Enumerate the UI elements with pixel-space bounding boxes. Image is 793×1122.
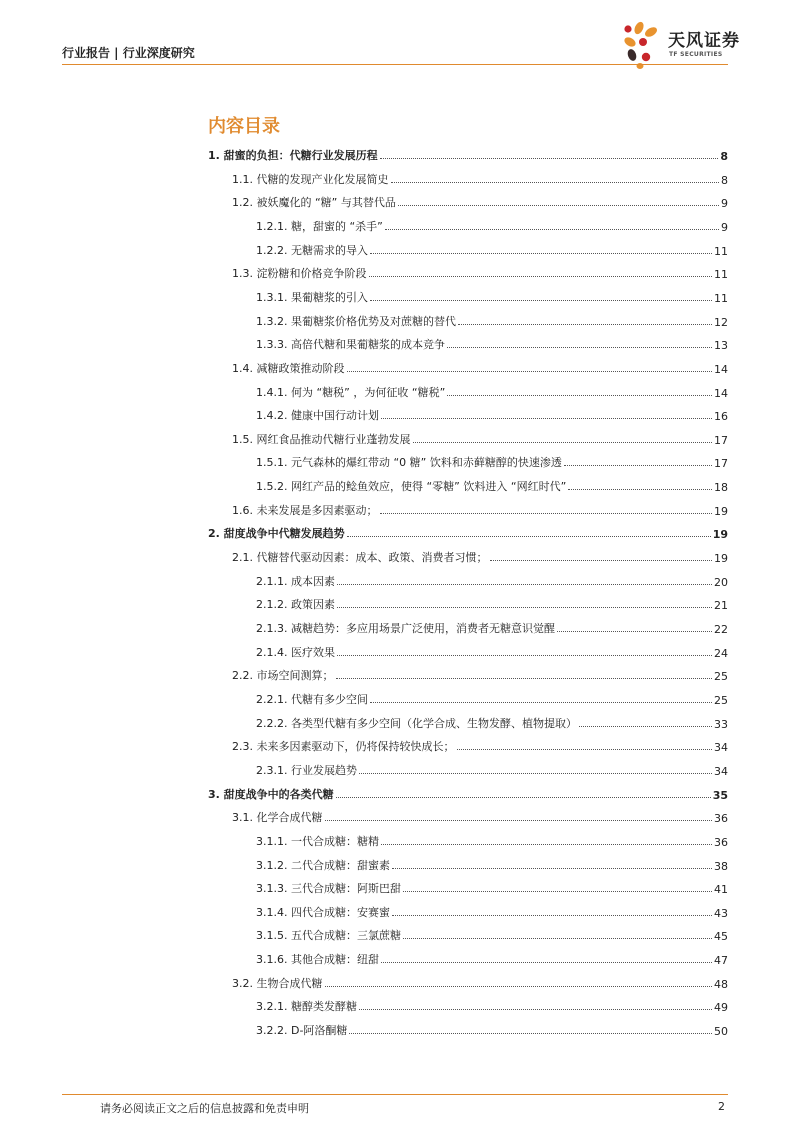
toc-entry-page: 11 <box>714 291 728 305</box>
toc-entry-page: 41 <box>714 883 728 897</box>
toc-entry-label: 2.3.1. 行业发展趋势 <box>256 763 357 777</box>
toc-entry-page: 13 <box>714 339 728 353</box>
toc-leader-dots <box>347 536 711 537</box>
toc-entry-label: 2.2. 市场空间测算； <box>232 669 334 683</box>
toc-entry[interactable] <box>256 285 728 305</box>
toc-leader-dots <box>369 276 713 277</box>
toc-entry[interactable] <box>232 427 728 447</box>
toc-entry-label: 1.3.1. 果葡糖浆的引入 <box>256 290 368 304</box>
toc-entry[interactable] <box>256 403 728 423</box>
toc-leader-dots <box>391 182 720 183</box>
toc-entry-page: 49 <box>714 1001 728 1015</box>
toc-entry-label: 1.4.2. 健康中国行动计划 <box>256 409 379 423</box>
toc-entry-label: 2.1. 代糖替代驱动因素：成本、政策、消费者习惯； <box>232 551 488 565</box>
toc-leader-dots <box>447 395 712 396</box>
toc-entry-page: 24 <box>714 646 728 660</box>
toc-entry-label: 3.1.6. 其他合成糖：纽甜 <box>256 953 379 967</box>
toc-entry-page: 43 <box>714 906 728 920</box>
toc-entry[interactable] <box>232 545 728 565</box>
toc-entry-page: 11 <box>714 268 728 282</box>
toc-entry-label: 3.1.5. 五代合成糖：三氯蔗糖 <box>256 929 401 943</box>
toc-leader-dots <box>403 938 712 939</box>
toc-entry[interactable] <box>256 616 728 636</box>
toc-entry[interactable] <box>232 167 728 187</box>
toc-leader-dots <box>457 749 713 750</box>
toc-entry[interactable] <box>232 356 728 376</box>
toc-leader-dots <box>325 820 713 821</box>
toc-leader-dots <box>458 324 712 325</box>
toc-entry-label: 2.3. 未来多因素驱动下，仍将保持较快成长； <box>232 740 455 754</box>
toc-entry-label: 1.2.1. 糖，甜蜜的 “杀手” <box>256 219 383 233</box>
toc-leader-dots <box>398 205 719 206</box>
toc-entry[interactable] <box>256 947 728 967</box>
toc-leader-dots <box>380 513 713 514</box>
toc-entry[interactable] <box>256 994 728 1014</box>
toc-entry[interactable] <box>232 805 728 825</box>
toc-entry-label: 2.2.2. 各类型代糖有多少空间（化学合成、生物发酵、植物提取） <box>256 716 577 730</box>
toc-entry[interactable] <box>256 569 728 589</box>
toc-entry-label: 3.1.1. 一代合成糖：糖精 <box>256 834 379 848</box>
logo-name-en: TF SECURITIES <box>669 51 723 58</box>
toc-leader-dots <box>347 371 713 372</box>
toc-entry-label: 1.2. 被妖魔化的 “糖” 与其替代品 <box>232 196 396 210</box>
toc-leader-dots <box>579 726 712 727</box>
toc-entry-label: 3.2. 生物合成代糖 <box>232 976 323 990</box>
toc-leader-dots <box>336 797 711 798</box>
toc-leader-dots <box>349 1033 712 1034</box>
toc-entry-page: 25 <box>714 693 728 707</box>
toc-leader-dots <box>336 678 713 679</box>
toc-leader-dots <box>490 560 713 561</box>
toc-leader-dots <box>403 891 712 892</box>
toc-leader-dots <box>359 773 712 774</box>
toc-entry[interactable] <box>232 261 728 281</box>
toc-entry-page: 34 <box>714 741 728 755</box>
toc-entry[interactable] <box>256 592 728 612</box>
toc-entry[interactable] <box>256 923 728 943</box>
toc-entry[interactable] <box>208 782 728 802</box>
toc-entry[interactable] <box>208 521 728 541</box>
toc-leader-dots <box>392 915 712 916</box>
toc-leader-dots <box>370 702 712 703</box>
toc-leader-dots <box>337 655 712 656</box>
toc-title: 内容目录 <box>208 116 280 137</box>
toc-entry-page: 22 <box>714 623 728 636</box>
toc-entry[interactable] <box>232 663 728 683</box>
page-number: 2 <box>718 1100 725 1113</box>
toc-entry-page: 25 <box>714 670 728 684</box>
toc-leader-dots <box>413 442 713 443</box>
toc-leader-dots <box>380 158 719 159</box>
toc-entry-page: 19 <box>714 504 728 518</box>
toc-leader-dots <box>370 300 712 301</box>
toc-entry-label: 3.2.1. 糖醇类发酵糖 <box>256 1000 357 1014</box>
logo-mark-icon <box>620 20 666 70</box>
toc-entry[interactable] <box>208 143 728 163</box>
toc-entry[interactable] <box>256 474 728 494</box>
toc-entry[interactable] <box>256 853 728 873</box>
toc-entry-label: 2.1.1. 成本因素 <box>256 574 335 588</box>
footer-disclaimer: 请务必阅读正文之后的信息披露和免责申明 <box>100 1102 309 1115</box>
toc-entry[interactable] <box>256 711 728 731</box>
toc-entry[interactable] <box>256 238 728 258</box>
toc-leader-dots <box>557 631 712 632</box>
toc-entry[interactable] <box>232 498 728 518</box>
toc-entry-page: 45 <box>714 930 728 944</box>
toc-entry-page: 16 <box>714 410 728 424</box>
toc-entry-page: 9 <box>721 220 728 234</box>
header-breadcrumb: 行业报告 | 行业深度研究 <box>62 46 195 60</box>
toc-entry-label: 1. 甜蜜的负担：代糖行业发展历程 <box>208 149 378 162</box>
toc-entry-label: 1.5.1. 元气森林的爆红带动 “0 糖” 饮料和赤藓糖醇的快速渗透 <box>256 456 562 470</box>
toc-entry[interactable] <box>256 876 728 896</box>
toc-entry-page: 18 <box>714 481 728 495</box>
toc-entry[interactable] <box>256 640 728 660</box>
toc-entry-label: 1.4. 减糖政策推动阶段 <box>232 361 345 375</box>
toc-entry-page: 36 <box>714 812 728 826</box>
toc-entry-label: 1.5.2. 网红产品的鲶鱼效应，使得 “零糖” 饮料进入 “网红时代” <box>256 480 567 494</box>
toc-entry-page: 38 <box>714 859 728 873</box>
toc-entry-label: 1.2.2. 无糖需求的导入 <box>256 243 368 257</box>
toc-entry[interactable] <box>256 1018 728 1038</box>
toc-entry-label: 2.1.4. 医疗效果 <box>256 645 335 659</box>
toc-leader-dots <box>381 844 712 845</box>
toc-entry-label: 3.1.3. 三代合成糖：阿斯巴甜 <box>256 882 401 896</box>
toc-leader-dots <box>370 253 712 254</box>
toc-entry[interactable] <box>256 829 728 849</box>
toc-entry-page: 8 <box>720 150 728 163</box>
toc-entry[interactable] <box>256 450 728 470</box>
toc-entry-label: 3. 甜度战争中的各类代糖 <box>208 787 334 801</box>
toc-entry-page: 35 <box>712 788 728 802</box>
toc-entry-label: 2.1.2. 政策因素 <box>256 598 335 612</box>
toc-entry-label: 2. 甜度战争中代糖发展趋势 <box>208 527 345 541</box>
toc-entry-page: 34 <box>714 764 728 778</box>
toc-entry-label: 1.4.1. 何为 “糖税” ，为何征收 “糖税” <box>256 385 446 399</box>
toc-entry-label: 3.1. 化学合成代糖 <box>232 811 323 825</box>
toc-entry-label: 1.3. 淀粉糖和价格竞争阶段 <box>232 267 367 281</box>
toc-entry-label: 3.1.2. 二代合成糖：甜蜜素 <box>256 858 390 872</box>
toc-entry-page: 19 <box>712 528 728 542</box>
toc-entry-page: 17 <box>714 433 728 447</box>
toc-entry[interactable] <box>232 734 728 754</box>
toc-leader-dots <box>564 465 712 466</box>
toc-entry[interactable] <box>232 190 728 210</box>
logo-name-cn: 天风证券 <box>668 31 740 51</box>
toc-entry[interactable] <box>256 309 728 329</box>
toc-leader-dots <box>385 229 719 230</box>
toc-leader-dots <box>392 868 712 869</box>
toc-entry-label: 1.1. 代糖的发现产业化发展简史 <box>232 172 389 186</box>
toc-entry-page: 14 <box>714 386 728 400</box>
toc-entry-label: 2.1.3. 减糖趋势：多应用场景广泛使用，消费者无糖意识觉醒 <box>256 622 555 635</box>
toc-leader-dots <box>359 1009 712 1010</box>
toc-entry[interactable] <box>232 971 728 991</box>
toc-entry-page: 19 <box>714 552 728 566</box>
toc-leader-dots <box>337 584 712 585</box>
toc-entry-page: 20 <box>714 575 728 589</box>
toc-entry-label: 3.1.4. 四代合成糖：安赛蜜 <box>256 905 390 919</box>
toc-leader-dots <box>568 489 712 490</box>
toc-entry-label: 1.6. 未来发展是多因素驱动； <box>232 503 378 517</box>
toc-entry-label: 1.3.3. 高倍代糖和果葡糖浆的成本竞争 <box>256 338 445 352</box>
toc-entry-label: 3.2.2. D-阿洛酮糖 <box>256 1024 348 1038</box>
footer-divider <box>62 1094 728 1095</box>
toc-entry-page: 21 <box>714 599 728 613</box>
toc-entry[interactable] <box>256 380 728 400</box>
toc-entry-page: 14 <box>714 362 728 376</box>
toc-entry-label: 2.2.1. 代糖有多少空间 <box>256 692 368 706</box>
toc-entry-page: 33 <box>714 717 728 731</box>
toc-entry-page: 17 <box>714 457 728 471</box>
toc-entry-page: 36 <box>714 835 728 849</box>
toc-leader-dots <box>381 418 712 419</box>
header-divider <box>62 64 728 65</box>
toc-entry-page: 48 <box>714 977 728 991</box>
company-logo <box>620 20 740 70</box>
toc-entry-page: 11 <box>714 244 728 258</box>
toc-leader-dots <box>447 347 712 348</box>
toc-entry[interactable] <box>256 900 728 920</box>
toc-leader-dots <box>325 986 713 987</box>
toc-entry-page: 47 <box>714 954 728 968</box>
toc-entry-page: 12 <box>714 315 728 329</box>
toc-entry[interactable] <box>256 687 728 707</box>
toc-entry-page: 9 <box>721 197 728 211</box>
toc-entry[interactable] <box>256 758 728 778</box>
toc-entry-page: 50 <box>714 1025 728 1039</box>
toc-entry-page: 8 <box>721 173 728 187</box>
toc-leader-dots <box>381 962 712 963</box>
toc-entry-label: 1.5. 网红食品推动代糖行业蓬勃发展 <box>232 432 411 446</box>
toc-leader-dots <box>337 607 712 608</box>
toc-entry-label: 1.3.2. 果葡糖浆价格优势及对蔗糖的替代 <box>256 314 456 328</box>
toc-entry[interactable] <box>256 332 728 352</box>
toc-entry[interactable] <box>256 214 728 234</box>
